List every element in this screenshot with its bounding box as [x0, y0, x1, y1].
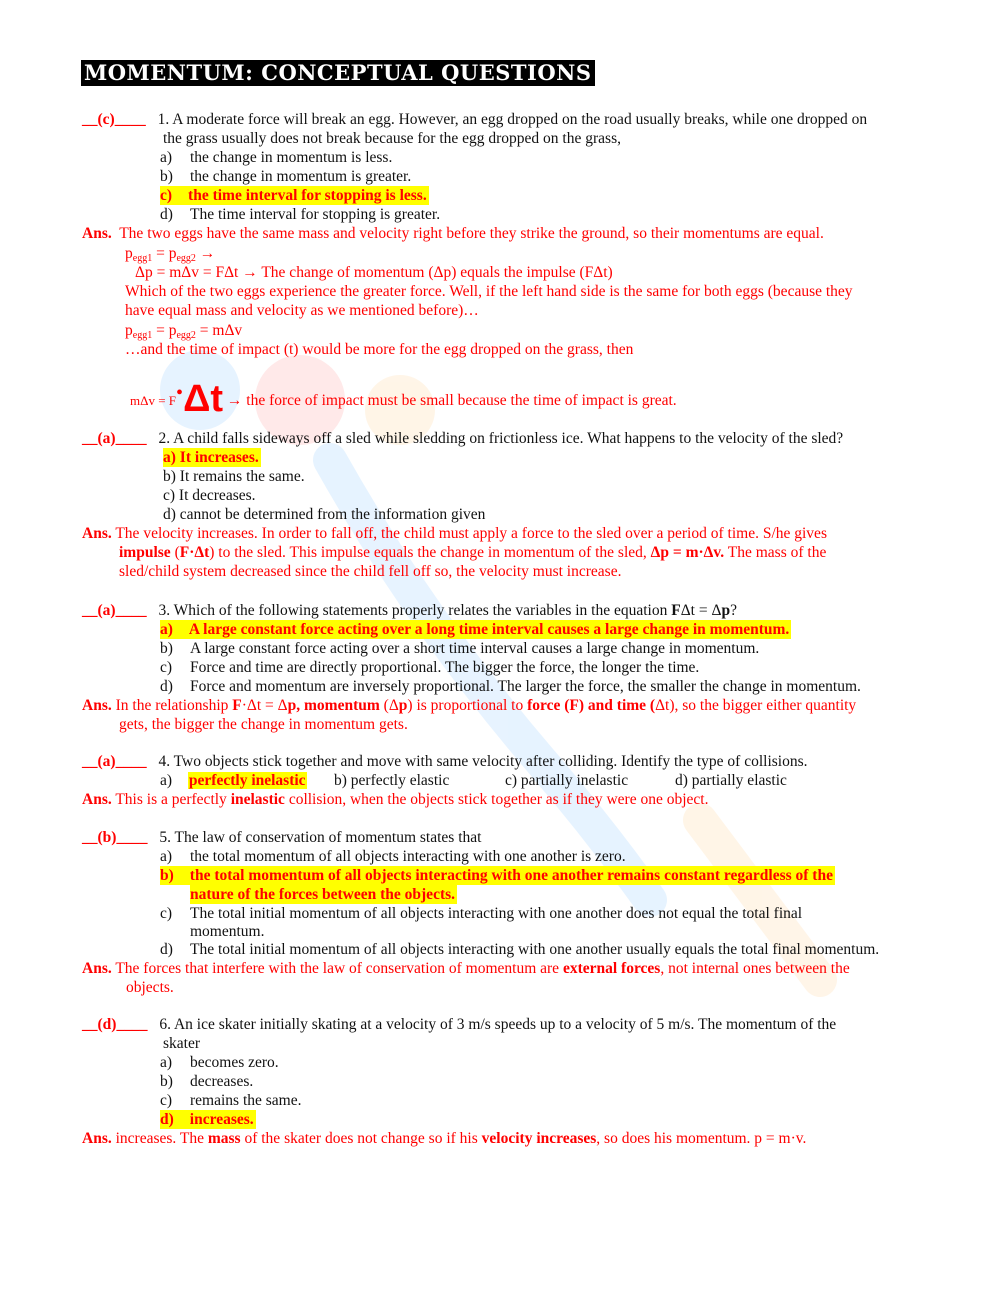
answer-explanation: sled/child system decreased since the child fell off so, the velocity must increase.: [119, 563, 622, 580]
option-correct: perfectly inelastic: [188, 772, 306, 789]
equation-line: $p_{egg1} = p_{egg2}$ →: [125, 245, 216, 264]
option: d) The time interval for stopping is greater.: [160, 206, 441, 223]
option: c) partially inelastic: [505, 772, 629, 789]
explanation-line: …and the time of impact (t) would be more for the egg dropped on the grass, then: [125, 341, 634, 358]
option: b) the change in momentum is greater.: [160, 168, 412, 185]
answer-explanation: Ans. increases. The mass of the skater does not change so if his velocity increases, so does his momentum. p = m·v.: [82, 1130, 807, 1147]
answer-explanation: impulse (F·Δt) to the sled. This impulse equals the change in momentum of the sled, Δp = m·Δv. The mass of the: [119, 544, 827, 561]
answer-key: __(a)____: [82, 602, 147, 619]
answer-key: __(c)____: [82, 111, 146, 128]
option-row: a) perfectly inelastic b) perfectly elastic c) partially inelastic d) partially elastic: [160, 772, 787, 789]
question-6-stem: __(d)____ 6. An ice skater initially skating at a velocity of 3 m/s speeds up to a velocity of 5 m/s. The momentum of the: [82, 1016, 837, 1033]
answer-explanation: Ans. The forces that interfere with the law of conservation of momentum are external forces, not internal ones between the: [82, 960, 850, 977]
question-3-stem: __(a)____ 3. Which of the following statements properly relates the variables in the equation FΔt = Δp?: [82, 602, 737, 619]
answer-explanation: Ans. The two eggs have the same mass and velocity right before they strike the ground, so their momentums are equal.: [82, 225, 824, 242]
question-2-stem: __(a)____ 2. A child falls sideways off a sled while sledding on frictionless ice. What happens to the velocity of the sled?: [82, 430, 844, 447]
question-1-stem-line1: __(c)____ 1. A moderate force will break an egg. However, an egg dropped on the road usually breaks, while one dropped on: [82, 111, 868, 128]
answer-explanation: Ans. This is a perfectly inelastic collision, when the objects stick together as if they were one object.: [82, 791, 709, 808]
option-correct: c) the time interval for stopping is less.: [160, 187, 427, 204]
question-4-stem: __(a)____ 4. Two objects stick together and move with same velocity after colliding. Identify the type of collisions.: [82, 753, 808, 770]
option: b) A large constant force acting over a short time interval causes a large change in momentum.: [160, 640, 760, 657]
option: d) Force and momentum are inversely proportional. The larger the force, the smaller the change in momentum.: [160, 678, 861, 695]
option-correct: a) It increases.: [163, 449, 259, 466]
answer-explanation: objects.: [126, 979, 174, 996]
option: a) the change in momentum is less.: [160, 149, 393, 166]
option-correct: d) increases.: [160, 1111, 254, 1128]
option: a) the total momentum of all objects interacting with one another is zero.: [160, 848, 626, 865]
answer-key: __(b)____: [82, 829, 148, 846]
equation-line: $p_{egg1} = p_{egg2} = m\Delta v$: [125, 322, 243, 341]
option-correct-cont: nature of the forces between the objects.: [190, 886, 456, 903]
answer-key: __(a)____: [82, 753, 147, 770]
option-correct: a) A large constant force acting over a long time interval causes a large change in momentum.: [160, 621, 790, 638]
question-6-stem-line2: skater: [163, 1035, 201, 1052]
answer-explanation: gets, the bigger the change in momentum gets.: [119, 716, 408, 733]
option-correct: b) the total momentum of all objects interacting with one another remains constant regardless of the: [160, 867, 833, 884]
answer-key: __(d)____: [82, 1016, 148, 1033]
explanation-line: Which of the two eggs experience the greater force. Well, if the left hand side is the same for both eggs (because they: [125, 283, 853, 300]
answer-explanation: Ans. The velocity increases. In order to fall off, the child must apply a force to the sled over a period of time. S/he gives: [82, 525, 827, 542]
option: b) It remains the same.: [163, 468, 305, 485]
answer-explanation: Ans. In the relationship F·Δt = Δp, momentum (Δp) is proportional to force (F) and time (Δt), so the bigger either quantity: [82, 697, 857, 714]
option: b) perfectly elastic: [334, 772, 450, 789]
equation-line: Δp = mΔv = FΔt → The change of momentum (Δp) equals the impulse (FΔt): [135, 264, 613, 281]
page-title: MOMENTUM: CONCEPTUAL QUESTIONS: [81, 60, 595, 86]
option-cont: momentum.: [190, 923, 265, 940]
explanation-line: have equal mass and velocity as we mentioned before)…: [125, 302, 479, 319]
option: a) becomes zero.: [160, 1054, 279, 1071]
option: c) remains the same.: [160, 1092, 302, 1109]
option: d) cannot be determined from the information given: [163, 506, 486, 523]
option: c) The total initial momentum of all objects interacting with one another does not equal the total final: [160, 905, 803, 922]
option: c) Force and time are directly proportional. The bigger the force, the longer the time.: [160, 659, 700, 676]
option: b) decreases.: [160, 1073, 254, 1090]
option: d) partially elastic: [675, 772, 787, 789]
answer-key: __(a)____: [82, 430, 147, 447]
option: d) The total initial momentum of all objects interacting with one another usually equals the total final momentum.: [160, 941, 880, 958]
question-5-stem: __(b)____ 5. The law of conservation of momentum states that: [82, 829, 482, 846]
equation-conclusion: mΔv = F•Δt → the force of impact must be small because the time of impact is great.: [130, 378, 677, 420]
option: c) It decreases.: [163, 487, 256, 504]
question-1-stem-line2: the grass usually does not break because for the egg dropped on the grass,: [163, 130, 621, 147]
